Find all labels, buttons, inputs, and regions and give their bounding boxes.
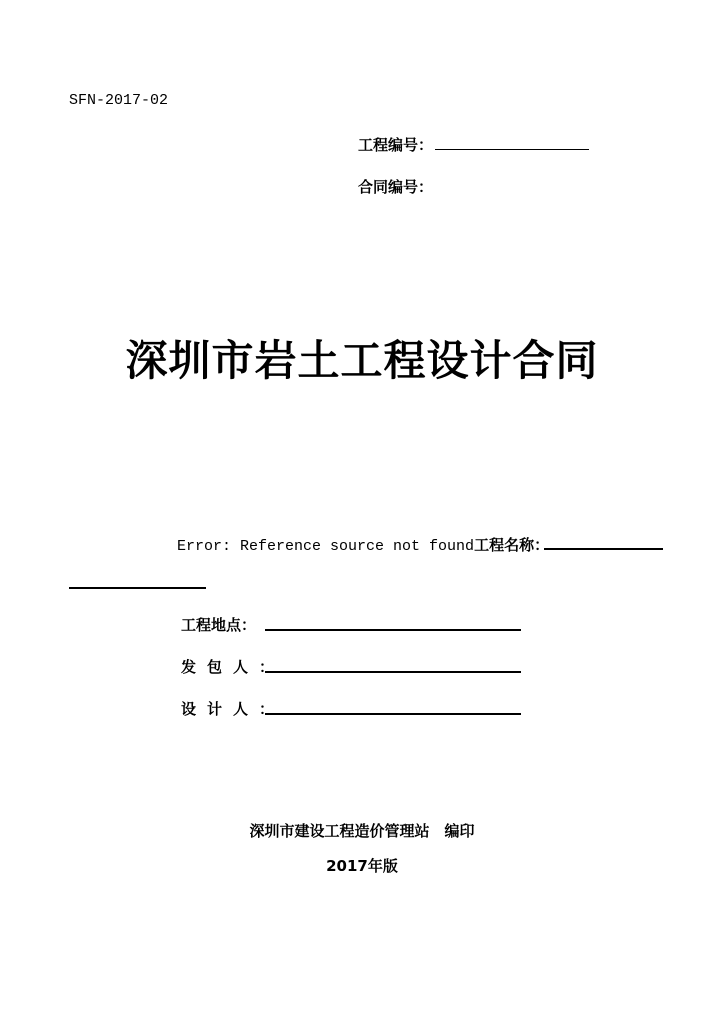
- publisher-text: 深圳市建设工程造价管理站 编印: [249, 822, 475, 840]
- project-name-underline: [544, 548, 663, 550]
- contract-number-row: [358, 176, 433, 197]
- project-name-label: 工程名称：: [474, 536, 550, 554]
- project-number-label: 工程编号：: [358, 136, 434, 154]
- designer-label: 设计人：: [181, 700, 286, 718]
- document-title: 深圳市岩土工程设计合同: [125, 336, 599, 385]
- document-code: SFN-2017-02: [69, 92, 169, 109]
- client-underline: [265, 671, 521, 673]
- designer-underline: [265, 713, 521, 715]
- project-number-underline: [435, 135, 589, 150]
- edition-text: 2017年版: [326, 857, 398, 875]
- contract-number-label: 合同编号：: [358, 178, 434, 196]
- location-underline: [265, 629, 521, 631]
- reference-error-text: Error: Reference source not found: [177, 538, 475, 555]
- location-label: 工程地点：: [181, 616, 257, 634]
- project-number-row: [358, 134, 589, 155]
- client-label: 发包人：: [181, 658, 286, 676]
- project-name-row: [177, 534, 549, 555]
- project-name-underline-continued: [69, 587, 206, 589]
